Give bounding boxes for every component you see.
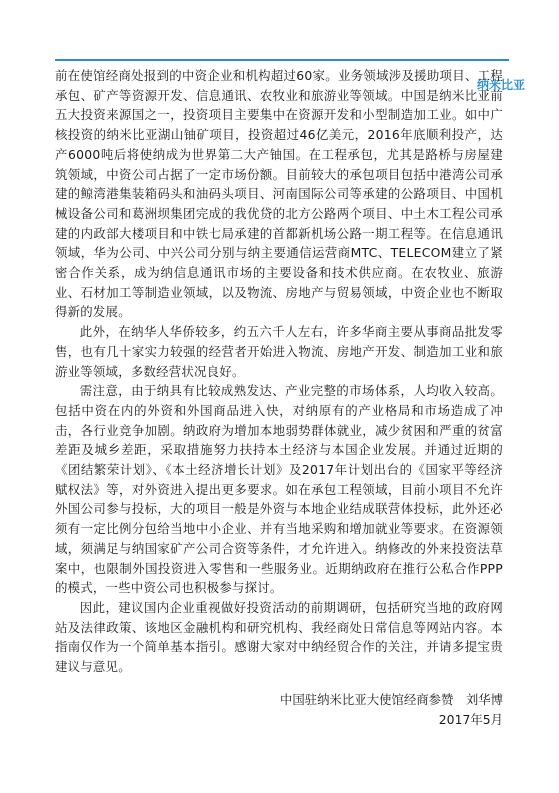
signature-author: 中国驻纳米比亚大使馆经商参赞 刘华博 bbox=[279, 692, 503, 707]
body-paragraph: 前在使馆经商处报到的中资企业和机构超过60家。业务领域涉及援助项目、工程承包、矿产等资源开发、信息通讯、农牧业和旅游业等领域。中国是纳米比亚前五大投资来源国之一，投资项目主要集中在资源开发和小型制造加工业。如中广核投资的纳米比亚湖山铀矿项目，投资超过46亿美元，2016年底顺利投产，达产6000吨后将使纳成为世界第二大产铀国。在工程承包，尤其是路桥与房屋建筑领域，中资公司占据了一定市场份额。目前较大的承包项目包括中港湾公司承建的鲸湾港集装箱码头和油码头项目、河南国际公司等承建的公路项目、中国机械设备公司和葛洲坝集团完成的我优贷的北方公路两个项目、中土木工程公司承建的内政部大楼项目和中铁七局承建的首都新机场公路一期工程等。在信息通讯领域，华为公司、中兴公司分别与纳主要通信运营商MTC、TELECOM建立了紧密合作关系，成为纳信息通讯市场的主要设备和技术供应商。在农牧业、旅游业、石材加工等制造业领域，以及物流、房地产与贸易领域，中资企业也不断取得新的发展。 bbox=[55, 68, 503, 320]
document-body bbox=[55, 66, 503, 677]
header-title: 纳米比亚 bbox=[476, 78, 525, 92]
header-rule bbox=[55, 59, 509, 61]
signature-date: 2017年5月 bbox=[438, 712, 503, 727]
body-paragraph: 需注意，由于纳具有比较成熟发达、产业完整的市场体系，人均收入较高。包括中资在内的外资和外国商品进入快，对纳原有的产业格局和市场造成了冲击，各行业竞争加剧。纳政府为增加本地弱势群体就业，减少贫困和严重的贫富差距及城乡差距，采取措施努力扶持本土经济与本国企业发展。并通过近期的《团结繁荣计划》、《本土经济增长计划》及2017年计划出台的《国家平等经济赋权法》等，对外资进入提出更多要求。如在承包工程领域，目前小项目不允许外国公司参与投标，大的项目一般是外资与本地企业结成联营体投标，此外还必须有一定比例分包给当地中小企业、并有当地采购和增加就业等要求。在资源领域，须满足与纳国家矿产公司合资等条件，才允许进入。纳修改的外来投资法草案中，也限制外国投资进入零售和一些服务业。近期纳政府在推行公私合作PPP的模式，一些中资公司也积极参与探讨。 bbox=[55, 383, 503, 596]
body-paragraph: 因此，建议国内企业重视做好投资活动的前期调研，包括研究当地的政府网站及法律政策、该地区金融机构和研究机构、我经商处日常信息等网站内容。本指南仅作为一个简单基本指引。感谢大家对中纳经贸合作的关注，并请多提宝贵建议与意见。 bbox=[55, 599, 503, 675]
page-header bbox=[0, 36, 559, 92]
signature-block bbox=[55, 690, 503, 730]
body-paragraph: 此外，在纳华人华侨较多，约五六千人左右，许多华商主要从事商品批发零售，也有几十家实力较强的经营者开始进入物流、房地产开发、制造加工业和旅游业等领域，多数经营状况良好。 bbox=[55, 324, 503, 379]
